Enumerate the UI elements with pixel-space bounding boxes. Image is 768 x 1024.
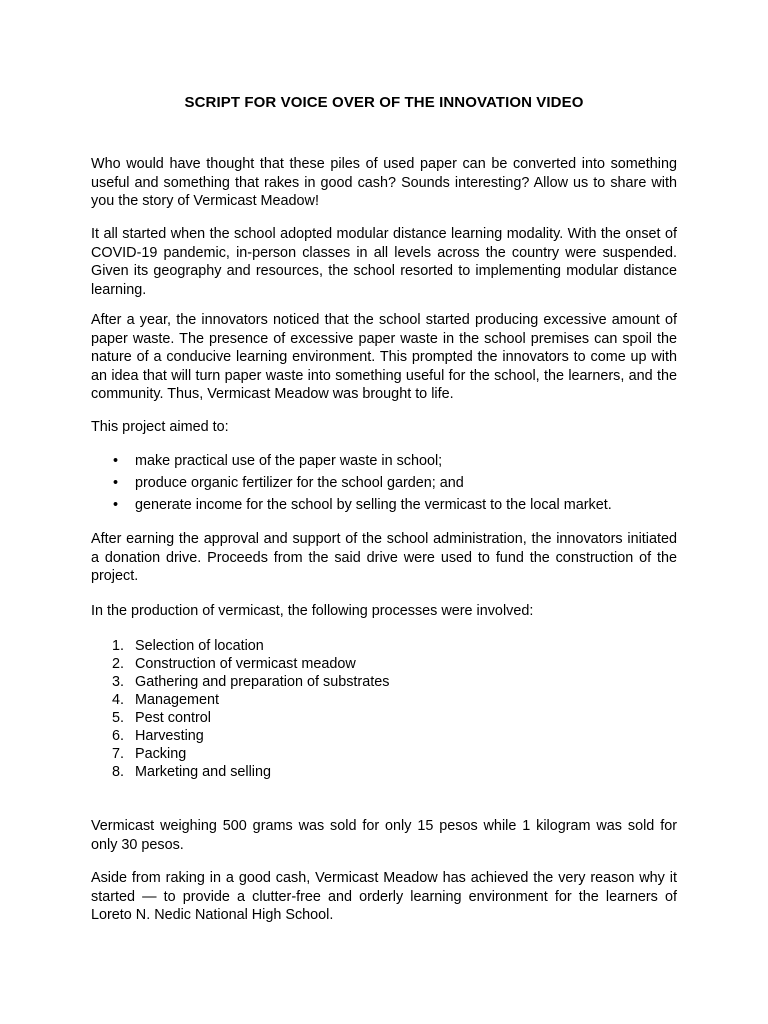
step-number: 4. — [112, 692, 125, 708]
step-number: 6. — [112, 728, 125, 744]
step-number: 5. — [112, 710, 125, 726]
step-label: Marketing and selling — [135, 764, 271, 780]
list-item — [91, 727, 691, 745]
step-label: Selection of location — [135, 638, 264, 654]
aim-text: generate income for the school by selling the vermicast to the local market. — [135, 497, 612, 513]
conclusion-paragraph: Aside from raking in a good cash, Vermicast Meadow has achieved the very reason why it started — to provide a clutter-free and orderly learning environment for the learners of Loreto N. Nedic National High School. — [91, 870, 677, 923]
step-number: 2. — [112, 656, 125, 672]
aim-text: make practical use of the paper waste in school; — [135, 453, 443, 469]
bullet-icon: • — [113, 497, 119, 513]
list-item — [91, 673, 691, 691]
list-item — [91, 709, 691, 727]
step-number: 3. — [112, 674, 125, 690]
list-item — [91, 691, 691, 709]
step-number: 7. — [112, 746, 125, 762]
intro-paragraph: Who would have thought that these piles of used paper can be converted into something useful and something that rakes in good cash? Sounds interesting? Allow us to share with you the story of Vermicast Meadow! — [91, 156, 677, 209]
step-label: Harvesting — [135, 728, 204, 744]
list-item — [91, 472, 691, 494]
list-item — [91, 637, 691, 655]
step-number: 8. — [112, 764, 125, 780]
step-number: 1. — [112, 638, 125, 654]
list-item — [91, 745, 691, 763]
process-steps-list — [91, 637, 691, 781]
aims-intro: This project aimed to: — [91, 419, 229, 435]
bullet-icon: • — [113, 453, 119, 469]
list-item — [91, 655, 691, 673]
step-label: Packing — [135, 746, 187, 762]
bullet-icon: • — [113, 475, 119, 491]
process-intro: In the production of vermicast, the following processes were involved: — [91, 603, 534, 619]
approval-paragraph: After earning the approval and support of the school administration, the innovators initiated a donation drive. Proceeds from the said drive were used to fund the construction of the project. — [91, 531, 677, 584]
list-item — [91, 450, 691, 472]
list-item — [91, 494, 691, 516]
document-title: SCRIPT FOR VOICE OVER OF THE INNOVATION VIDEO — [184, 94, 584, 111]
step-label: Pest control — [135, 710, 211, 726]
aim-text: produce organic fertilizer for the school garden; and — [135, 475, 464, 491]
problem-paragraph: After a year, the innovators noticed that the school started producing excessive amount of paper waste. The presence of excessive paper waste in the school premises can spoil the nature of a conducive learning environment. This prompted the innovators to come up with an idea that will turn paper waste into something useful for the school, the learners, and the community. Thus, Vermicast Meadow was brought to life. — [91, 312, 677, 402]
pricing-paragraph: Vermicast weighing 500 grams was sold for only 15 pesos while 1 kilogram was sold for only 30 pesos. — [91, 818, 677, 853]
step-label: Gathering and preparation of substrates — [135, 674, 390, 690]
aims-list — [91, 450, 691, 516]
list-item — [91, 763, 691, 781]
step-label: Management — [135, 692, 219, 708]
step-label: Construction of vermicast meadow — [135, 656, 356, 672]
background-paragraph: It all started when the school adopted modular distance learning modality. With the onset of COVID-19 pandemic, in-person classes in all levels across the country were suspended. Given its geography and resources, the school resorted to implementing modular distance learning. — [91, 226, 677, 298]
